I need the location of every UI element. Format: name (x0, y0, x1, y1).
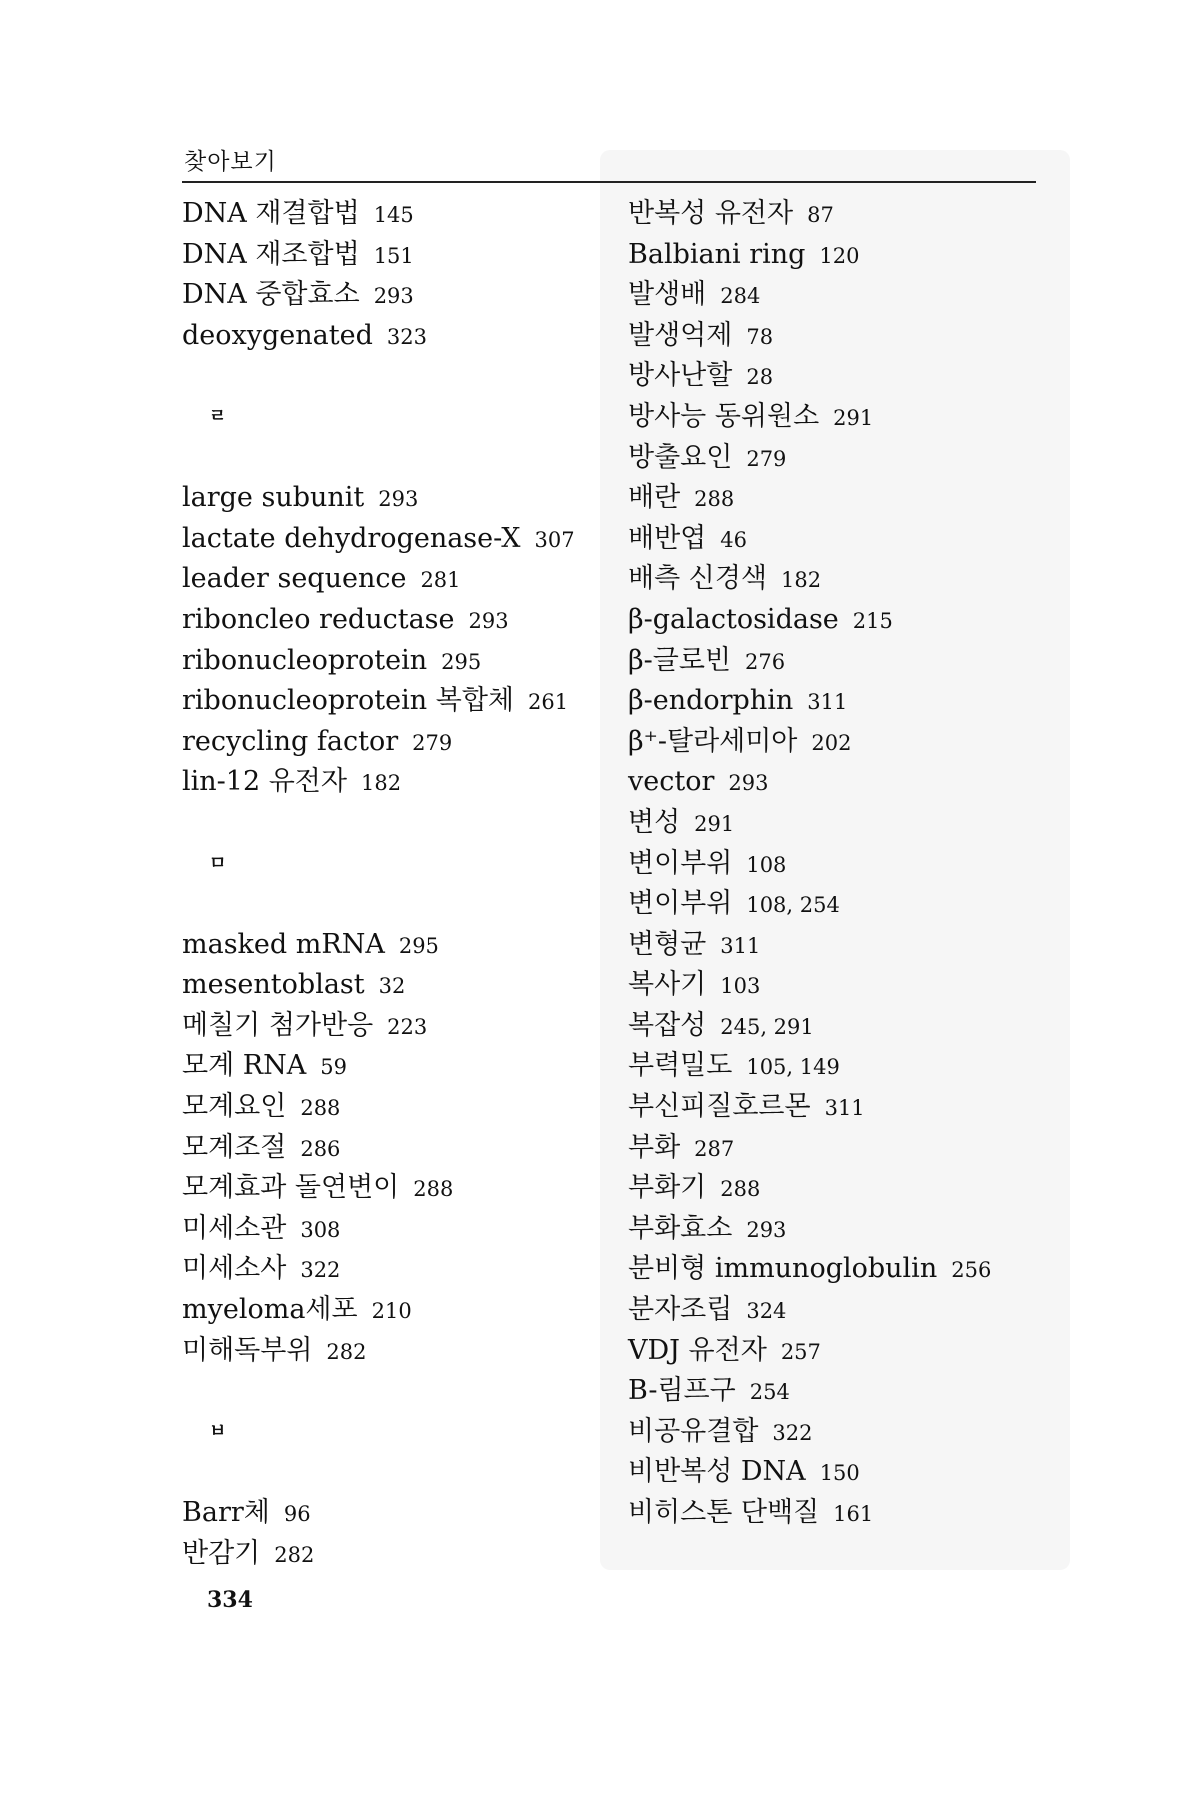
index-page-ref: 293 (728, 771, 769, 796)
index-entry (628, 803, 991, 844)
index-entry (628, 275, 991, 316)
index-entry (628, 1371, 991, 1412)
index-term: lactate dehydrogenase-X (182, 522, 521, 554)
index-term: 배반엽 (628, 522, 707, 554)
index-page-ref: 261 (527, 690, 569, 715)
index-page-ref: 28 (746, 365, 774, 390)
section-letter: ㅁ (209, 852, 227, 874)
index-entry (628, 519, 991, 560)
index-entry (628, 1249, 991, 1290)
index-term: 복잡성 (628, 1009, 707, 1041)
index-term: β⁺-탈라세미아 (628, 725, 798, 757)
index-entry (182, 600, 575, 641)
index-entry (182, 1046, 575, 1087)
index-entry (182, 925, 575, 966)
page-number: 334 (207, 1587, 253, 1613)
section-spacer (182, 438, 575, 479)
index-term: 메칠기 첨가반응 (182, 1009, 374, 1041)
index-term: 모계효과 돌연변이 (182, 1172, 400, 1204)
index-entry (628, 478, 991, 519)
index-entry (628, 1087, 991, 1128)
index-entry (182, 1087, 575, 1128)
index-entry (182, 1534, 575, 1575)
index-entry (628, 194, 991, 235)
index-entry (182, 965, 575, 1006)
index-entry (628, 965, 991, 1006)
index-page-ref: 46 (720, 527, 747, 552)
index-term: 발생배 (628, 279, 707, 311)
index-page-ref: 311 (720, 933, 761, 958)
index-entry (628, 1331, 991, 1372)
index-entry (628, 762, 991, 803)
index-page-ref: 279 (412, 730, 453, 755)
index-page-ref: 78 (746, 324, 774, 349)
index-term: ribonucleoprotein 복합체 (182, 685, 514, 717)
index-term: 모계조절 (182, 1131, 287, 1163)
index-entry (628, 438, 991, 479)
index-page-ref: 210 (371, 1299, 412, 1324)
index-page-ref: 311 (807, 690, 848, 715)
index-term: 비공유결합 (628, 1415, 759, 1447)
section-spacer (182, 803, 575, 844)
index-entry (628, 1452, 991, 1493)
index-term: 방출요인 (628, 441, 733, 473)
index-term: Balbiani ring (628, 238, 806, 270)
index-entry (182, 1128, 575, 1169)
index-page-ref: 202 (811, 730, 852, 755)
section-spacer (182, 1452, 575, 1493)
index-entry (628, 925, 991, 966)
index-page-ref: 254 (749, 1380, 790, 1405)
index-page-ref: 322 (772, 1420, 813, 1445)
index-page-ref: 145 (373, 203, 414, 227)
index-page-ref: 291 (833, 405, 874, 430)
index-entry (628, 397, 991, 438)
index-term: 부화효소 (628, 1212, 733, 1244)
index-term: 복사기 (628, 969, 707, 1001)
index-entry (628, 1168, 991, 1209)
index-column-left (182, 194, 575, 1574)
index-column-right (628, 194, 991, 1534)
index-term: 방사능 동위원소 (628, 400, 820, 432)
index-entry (628, 1209, 991, 1250)
index-term: 부신피질호르몬 (628, 1091, 811, 1123)
index-term: vector (628, 766, 715, 798)
index-term: 모계 RNA (182, 1050, 307, 1082)
index-term: β-글로빈 (628, 644, 731, 676)
index-term: B-림프구 (628, 1375, 736, 1407)
index-term: 방사난할 (628, 360, 733, 392)
index-page-ref: 323 (386, 324, 427, 349)
index-entry (182, 641, 575, 682)
index-entry (628, 559, 991, 600)
index-page-ref: 182 (360, 771, 402, 796)
index-page-ref: 322 (300, 1258, 341, 1283)
index-term: recycling factor (182, 725, 399, 757)
index-entry (182, 316, 575, 357)
index-entry (182, 681, 575, 722)
index-page-ref: 284 (720, 284, 761, 309)
index-term: riboncleo reductase (182, 603, 455, 635)
index-entry (628, 1290, 991, 1331)
section-letter: ㄹ (209, 405, 227, 427)
index-term: leader sequence (182, 563, 407, 595)
section-letter: ㅂ (209, 1420, 227, 1442)
index-page-ref: 307 (534, 527, 575, 552)
index-page-ref: 161 (833, 1502, 874, 1526)
index-term: 분자조립 (628, 1294, 733, 1326)
index-page-ref: 245, 291 (720, 1014, 814, 1039)
index-page-ref: 293 (746, 1217, 787, 1242)
index-entry (182, 722, 575, 763)
index-entry (182, 235, 575, 276)
index-page-ref: 286 (300, 1136, 341, 1161)
index-term: β-endorphin (628, 685, 794, 717)
index-term: 미세소사 (182, 1253, 287, 1285)
index-entry (182, 275, 575, 316)
index-entry (628, 356, 991, 397)
index-page-ref: 87 (807, 203, 834, 227)
index-term: DNA 재조합법 (182, 238, 360, 270)
index-entry (182, 1290, 575, 1331)
index-entry (628, 1412, 991, 1453)
index-entry (628, 884, 991, 925)
index-term: VDJ 유전자 (628, 1334, 767, 1366)
index-page-ref: 282 (274, 1542, 315, 1567)
index-page-ref: 308 (300, 1217, 341, 1242)
index-page-ref: 288 (300, 1096, 341, 1121)
index-term: myeloma세포 (182, 1294, 358, 1326)
index-page-ref: 105, 149 (746, 1055, 840, 1080)
index-page-ref: 287 (694, 1136, 735, 1161)
index-page-ref: 291 (694, 811, 735, 836)
running-header: 찾아보기 (184, 149, 277, 175)
index-page-ref: 282 (326, 1339, 367, 1364)
index-page-ref: 223 (387, 1014, 428, 1039)
index-page-ref: 281 (420, 568, 461, 593)
index-page-ref: 324 (746, 1299, 787, 1324)
index-term: 모계요인 (182, 1091, 287, 1123)
index-term: 배란 (628, 482, 681, 514)
index-term: 부화 (628, 1131, 681, 1163)
index-page-ref: 32 (378, 974, 406, 999)
index-page-ref: 288 (694, 487, 735, 512)
index-term: 반감기 (182, 1537, 261, 1569)
index-term: 발생억제 (628, 319, 733, 351)
index-page-ref: 108, 254 (746, 893, 840, 918)
index-entry (182, 1006, 575, 1047)
index-entry (182, 1168, 575, 1209)
index-entry (628, 722, 991, 763)
header-rule (182, 181, 1036, 183)
index-term: 변이부위 (628, 888, 733, 920)
index-page-ref: 293 (373, 284, 414, 309)
index-term: 부화기 (628, 1172, 707, 1204)
index-term: 비반복성 DNA (628, 1456, 806, 1488)
index-entry (628, 844, 991, 885)
index-term: 비히스톤 단백질 (628, 1497, 820, 1528)
index-entry (182, 762, 575, 803)
index-page-ref: 295 (441, 649, 482, 674)
index-entry (182, 1249, 575, 1290)
index-term: β-galactosidase (628, 603, 839, 635)
index-page-ref: 288 (720, 1177, 761, 1202)
index-entry (182, 519, 575, 560)
index-page-ref: 182 (781, 568, 822, 593)
index-entry (628, 235, 991, 276)
index-page-ref: 96 (283, 1502, 311, 1526)
index-page-ref: 151 (373, 243, 414, 268)
index-entry (182, 1493, 575, 1534)
index-entry (628, 316, 991, 357)
section-spacer (182, 1371, 575, 1412)
index-entry (182, 559, 575, 600)
index-page-ref: 288 (413, 1177, 454, 1202)
index-page-ref: 293 (378, 487, 419, 512)
index-page-ref: 311 (824, 1096, 865, 1121)
index-term: 미해독부위 (182, 1334, 313, 1366)
index-page-ref: 108 (746, 852, 787, 877)
index-entry (182, 1331, 575, 1372)
index-term: Barr체 (182, 1497, 270, 1528)
index-page-ref: 295 (398, 933, 439, 958)
index-term: 변형균 (628, 928, 707, 960)
index-entry (628, 1046, 991, 1087)
index-term: deoxygenated (182, 319, 373, 351)
section-spacer (182, 884, 575, 925)
index-term: 변이부위 (628, 847, 733, 879)
index-entry (628, 641, 991, 682)
index-page-ref: 103 (720, 974, 761, 999)
index-term: 반복성 유전자 (628, 198, 794, 229)
index-page-ref: 279 (746, 446, 787, 471)
index-term: 부력밀도 (628, 1050, 733, 1082)
index-term: 분비형 immunoglobulin (628, 1253, 938, 1285)
index-page-ref: 276 (744, 649, 786, 674)
index-entry (628, 600, 991, 641)
index-entry (628, 1006, 991, 1047)
index-term: ribonucleoprotein (182, 644, 428, 676)
index-term: 미세소관 (182, 1212, 287, 1244)
index-page-ref: 150 (819, 1461, 860, 1486)
index-entry (182, 194, 575, 235)
index-term: DNA 중합효소 (182, 279, 360, 311)
index-term: mesentoblast (182, 969, 365, 1001)
index-term: 변성 (628, 806, 681, 838)
index-term: masked mRNA (182, 928, 385, 960)
index-page-ref: 120 (819, 243, 860, 268)
index-term: DNA 재결합법 (182, 198, 360, 229)
section-spacer (182, 356, 575, 397)
index-term: lin-12 유전자 (182, 766, 347, 798)
index-page-ref: 257 (780, 1339, 821, 1364)
index-page-ref: 256 (951, 1258, 992, 1283)
index-term: 배측 신경색 (628, 563, 767, 595)
index-entry (628, 1128, 991, 1169)
index-entry (182, 1209, 575, 1250)
index-term: large subunit (182, 482, 365, 514)
index-entry (628, 681, 991, 722)
index-entry (628, 1493, 991, 1534)
index-page-ref: 215 (852, 608, 893, 633)
index-page-ref: 59 (320, 1055, 347, 1080)
index-entry (182, 478, 575, 519)
index-page-ref: 293 (468, 608, 509, 633)
